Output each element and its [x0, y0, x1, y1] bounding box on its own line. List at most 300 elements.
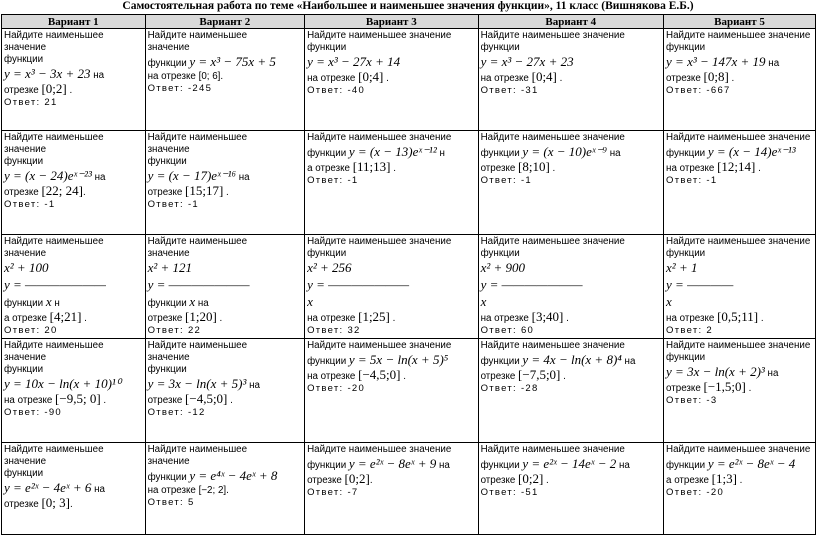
interval: [0;2]: [41, 81, 67, 96]
answer: Ответ: -90: [4, 407, 63, 418]
task-text: отрезке: [147, 313, 186, 324]
task-text: на отрезке: [307, 371, 359, 382]
task-cell: [2, 29, 146, 131]
answer-line: [307, 383, 476, 395]
task-text-suffix: .: [549, 163, 556, 174]
task-text: на отрезке: [307, 73, 359, 84]
task-text-suffix: .: [369, 475, 373, 486]
task-text-suffix: н: [51, 298, 60, 309]
formula: y = (x − 13)eˣ⁻¹²: [348, 144, 437, 159]
task-text: функции: [147, 58, 190, 69]
task-text: функции: [480, 460, 523, 471]
task-text: значение: [147, 456, 190, 467]
task-line: [481, 369, 661, 383]
page-title: Самостоятельная работа по теме «Наибольшее и наименьшее значения функции», 11 класс (Вишнякова Е.Б.): [122, 0, 694, 12]
formula: x: [480, 294, 487, 309]
task-line: [307, 132, 476, 144]
answer: Ответ: -7: [307, 487, 359, 498]
formula: x² + 900: [480, 260, 526, 275]
task-line: [148, 352, 303, 364]
formula: x² + 100: [4, 260, 49, 275]
task-line: [666, 161, 813, 175]
task-text-suffix: .: [83, 187, 86, 198]
task-text: отрезке: [666, 73, 704, 84]
answer: Ответ: -28: [480, 383, 539, 394]
task-line: [4, 185, 143, 199]
task-line: [148, 132, 303, 144]
answer: Ответ: 32: [307, 325, 361, 336]
task-text: Найдите наименьшее значение: [307, 236, 452, 247]
task-text: функции: [307, 460, 349, 471]
formula: x: [666, 294, 672, 309]
task-line: [148, 294, 303, 311]
task-line: [4, 66, 143, 83]
task-text: отрезке: [307, 475, 345, 486]
task-text: Найдите наименьшее: [147, 30, 248, 41]
task-text: значение: [4, 248, 47, 259]
task-line: [307, 71, 476, 85]
header-row: [2, 15, 816, 29]
task-line: [666, 248, 813, 260]
task-line: [307, 42, 476, 54]
answer-line: [481, 383, 661, 395]
answer-line: [666, 487, 813, 499]
task-text: Найдите наименьшее значение: [307, 132, 452, 143]
task-row: [2, 443, 816, 535]
task-text: Найдите наименьшее: [4, 30, 104, 41]
task-text: значение: [147, 144, 190, 155]
task-text: отрезке: [147, 395, 186, 406]
answer-line: [307, 325, 476, 337]
answer: Ответ: 20: [4, 325, 58, 336]
task-line: [4, 42, 143, 54]
task-line: [307, 236, 476, 248]
task-line: [666, 311, 813, 325]
formula: y = ————: [666, 277, 734, 292]
task-line: [4, 480, 143, 497]
task-text: функции: [4, 156, 44, 167]
task-line: [481, 42, 661, 54]
answer: Ответ: -40: [307, 85, 366, 96]
task-text-suffix: на: [91, 172, 106, 183]
task-cell: [305, 443, 479, 535]
task-line: [4, 393, 143, 407]
task-line: [481, 473, 661, 487]
formula: y = x³ − 27x + 23: [480, 54, 574, 69]
task-text: на отрезке [−2; 2].: [147, 485, 229, 496]
answer: Ответ: 2: [666, 325, 713, 336]
task-row: [2, 235, 816, 339]
task-text-suffix: н: [436, 148, 445, 159]
task-text: Найдите наименьшее значение: [666, 236, 811, 247]
task-text-suffix: .: [216, 313, 223, 324]
task-cell: [478, 443, 663, 535]
task-text: Найдите наименьшее значение: [480, 132, 625, 143]
task-text: Найдите наименьшее: [4, 444, 104, 455]
interval: [0;4]: [531, 69, 557, 84]
answer: Ответ: -1: [147, 199, 199, 210]
formula: y = (x − 10)eˣ⁻⁹: [522, 144, 607, 159]
task-text: значение: [147, 42, 190, 53]
task-line: [481, 277, 661, 294]
task-text-suffix: .: [66, 85, 73, 96]
formula: x: [45, 294, 52, 309]
task-line: [148, 485, 303, 497]
task-line: [666, 236, 813, 248]
task-text: Найдите наименьшее: [147, 132, 248, 143]
task-text: функции: [480, 42, 520, 53]
task-cell: [478, 339, 663, 443]
answer-line: [666, 325, 813, 337]
task-text-suffix: .: [755, 163, 761, 174]
task-line: [307, 161, 476, 175]
task-line: [4, 260, 143, 277]
formula: y = ———————: [147, 277, 250, 292]
task-cell: [2, 339, 146, 443]
formula: y = e²ˣ − 14eˣ − 2: [522, 456, 617, 471]
formula: y = e²ˣ − 4eˣ + 6: [4, 480, 92, 495]
task-line: [481, 236, 661, 248]
task-text-suffix: .: [70, 499, 73, 510]
task-text: на отрезке: [480, 73, 532, 84]
task-text-suffix: .: [383, 73, 389, 84]
task-line: [481, 444, 661, 456]
task-text: на отрезке [0; 6].: [147, 71, 224, 82]
formula: y = (x − 17)eˣ⁻¹⁶: [147, 168, 237, 183]
answer-line: [666, 85, 813, 97]
task-line: [148, 340, 303, 352]
answer-line: [307, 175, 476, 187]
task-text: функции: [147, 364, 187, 375]
task-text: отрезке: [480, 163, 519, 174]
answer-line: [148, 497, 303, 509]
task-cell: [478, 29, 663, 131]
task-line: [4, 468, 143, 480]
task-text-suffix: .: [100, 395, 107, 406]
task-text: Найдите наименьшее: [4, 132, 104, 143]
task-line: [666, 456, 813, 473]
task-line: [148, 260, 303, 277]
answer-line: [666, 395, 813, 407]
interval: [0;2]: [518, 471, 544, 486]
task-line: [307, 260, 476, 277]
task-line: [666, 132, 813, 144]
formula: y = 3x − ln(x + 5)³: [147, 376, 247, 391]
task-line: [4, 132, 143, 144]
task-cell: [305, 29, 479, 131]
answer-line: [307, 85, 476, 97]
formula: y = ———————: [480, 277, 583, 292]
task-text: функции: [4, 364, 44, 375]
variant-header: Вариант 4: [478, 15, 663, 29]
task-line: [148, 236, 303, 248]
task-cell: [664, 235, 816, 339]
task-line: [481, 30, 661, 42]
formula: y = x³ − 3x + 23: [4, 66, 91, 81]
task-text: отрезке: [4, 499, 42, 510]
task-line: [4, 144, 143, 156]
task-cell: [664, 131, 816, 235]
answer: Ответ: -20: [666, 487, 725, 498]
task-line: [481, 294, 661, 311]
task-text: значение: [147, 248, 190, 259]
formula: x² + 121: [147, 260, 193, 275]
task-line: [4, 340, 143, 352]
task-line: [4, 248, 143, 260]
task-cell: [145, 339, 305, 443]
task-row: [2, 29, 816, 131]
task-line: [307, 473, 476, 487]
task-line: [307, 248, 476, 260]
task-text: отрезке: [666, 383, 704, 394]
variant-header: Вариант 1: [2, 15, 146, 29]
task-text: на отрезке: [307, 313, 359, 324]
answer: Ответ: -1: [480, 175, 532, 186]
task-line: [481, 161, 661, 175]
task-line: [481, 144, 661, 161]
task-line: [4, 156, 143, 168]
task-line: [481, 54, 661, 71]
task-line: [148, 30, 303, 42]
task-text: функции: [666, 42, 706, 53]
task-text-suffix: на: [606, 148, 621, 159]
task-text: функции: [4, 298, 46, 309]
task-text: отрезке: [480, 475, 519, 486]
task-line: [4, 236, 143, 248]
answer: Ответ: -1: [666, 175, 718, 186]
task-line: [666, 71, 813, 85]
interval: [0,5;11]: [717, 309, 759, 324]
task-line: [666, 381, 813, 395]
task-text-suffix: .: [758, 313, 764, 324]
task-line: [148, 168, 303, 185]
task-row: [2, 339, 816, 443]
answer-line: [4, 407, 143, 419]
interval: [0;2]: [344, 471, 370, 486]
interval: [11;13]: [352, 159, 391, 174]
task-line: [307, 456, 476, 473]
interval: [−9,5; 0]: [55, 391, 101, 406]
formula: y = x³ − 147x + 19: [666, 54, 766, 69]
task-text: функции: [666, 352, 706, 363]
task-cell: [145, 131, 305, 235]
interval: [0; 3]: [41, 495, 70, 510]
task-line: [148, 54, 303, 71]
interval: [4;21]: [49, 309, 82, 324]
task-text: а отрезке: [307, 163, 353, 174]
task-line: [666, 444, 813, 456]
task-row: [2, 131, 816, 235]
task-line: [307, 30, 476, 42]
task-line: [307, 444, 476, 456]
answer-line: [148, 407, 303, 419]
task-text: функции: [480, 356, 523, 367]
task-text: функции: [147, 156, 187, 167]
task-text-suffix: .: [560, 371, 566, 382]
task-line: [666, 340, 813, 352]
answer: Ответ: -667: [666, 85, 731, 96]
task-text: функции: [666, 148, 708, 159]
task-text-suffix: на: [621, 356, 636, 367]
task-line: [4, 54, 143, 66]
task-line: [307, 311, 476, 325]
interval: [1;25]: [358, 309, 390, 324]
task-cell: [145, 235, 305, 339]
task-line: [4, 364, 143, 376]
task-text: значение: [4, 144, 47, 155]
task-text-suffix: на: [616, 460, 630, 471]
task-text-suffix: на: [195, 298, 209, 309]
task-line: [148, 364, 303, 376]
variant-header: Вариант 5: [664, 15, 816, 29]
task-line: [148, 248, 303, 260]
formula: y = 5x − ln(x + 5)⁵: [348, 352, 449, 367]
task-text: функции: [307, 148, 349, 159]
task-text: отрезке: [480, 371, 519, 382]
task-text-suffix: .: [81, 313, 87, 324]
answer-line: [481, 487, 661, 499]
task-line: [4, 444, 143, 456]
task-line: [481, 352, 661, 369]
task-cell: [305, 339, 479, 443]
interval: [−7,5;0]: [518, 367, 561, 382]
task-cell: [664, 443, 816, 535]
task-text: отрезке: [147, 187, 186, 198]
formula: y = ———————: [307, 277, 410, 292]
formula: y = 10x − ln(x + 10)¹⁰: [4, 376, 122, 391]
task-text: функции: [307, 248, 347, 259]
task-text: функции: [147, 298, 190, 309]
answer-line: [4, 199, 143, 211]
task-text: Найдите наименьшее значение: [480, 236, 625, 247]
answer: Ответ: -20: [307, 383, 366, 394]
task-text: а отрезке: [666, 475, 712, 486]
task-text-suffix: .: [736, 475, 743, 486]
formula: y = e²ˣ − 8eˣ + 9: [348, 456, 437, 471]
task-line: [4, 311, 143, 325]
task-text: Найдите наименьшее значение: [480, 30, 625, 41]
formula: y = ———————: [4, 277, 106, 292]
task-cell: [478, 235, 663, 339]
task-text: Найдите наименьшее значение: [480, 340, 625, 351]
variant-header: Вариант 3: [305, 15, 479, 29]
interval: [0;8]: [703, 69, 729, 84]
formula: y = (x − 24)eˣ⁻²³: [4, 168, 92, 183]
task-text: функции: [666, 248, 706, 259]
answer: Ответ: -245: [147, 83, 213, 94]
answer-line: [148, 199, 303, 211]
task-line: [481, 248, 661, 260]
task-cell: [145, 29, 305, 131]
interval: [−4,5;0]: [358, 367, 401, 382]
formula: x: [307, 294, 313, 309]
formula: y = x³ − 27x + 14: [307, 54, 401, 69]
task-text-suffix: .: [563, 313, 569, 324]
answer-line: [148, 83, 303, 95]
formula: y = x³ − 75x + 5: [189, 54, 276, 69]
task-cell: [145, 443, 305, 535]
task-line: [666, 30, 813, 42]
task-text-suffix: на: [765, 58, 780, 69]
formula: x² + 256: [307, 260, 352, 275]
task-text-suffix: на: [246, 380, 260, 391]
task-line: [4, 277, 143, 294]
task-line: [481, 456, 661, 473]
formula: y = (x − 14)eˣ⁻¹³: [707, 144, 796, 159]
task-cell: [2, 131, 146, 235]
formula: x² + 1: [666, 260, 698, 275]
task-text-suffix: на: [436, 460, 450, 471]
task-text: Найдите наименьшее: [4, 340, 104, 351]
task-text-suffix: .: [400, 371, 406, 382]
task-line: [148, 42, 303, 54]
task-cell: [664, 29, 816, 131]
task-text-suffix: .: [728, 73, 735, 84]
task-text: Найдите наименьшее значение: [307, 340, 452, 351]
variant-header: Вариант 2: [145, 15, 305, 29]
task-text: на отрезке: [666, 163, 718, 174]
task-line: [481, 132, 661, 144]
formula: x: [189, 294, 196, 309]
task-line: [148, 444, 303, 456]
task-line: [148, 185, 303, 199]
task-line: [307, 294, 476, 311]
task-text: отрезке: [4, 85, 42, 96]
interval: [1;20]: [185, 309, 217, 324]
task-text: функции: [666, 460, 708, 471]
task-line: [666, 260, 813, 277]
task-line: [666, 352, 813, 364]
task-text-suffix: .: [745, 383, 752, 394]
interval: [1;3]: [711, 471, 737, 486]
task-text-suffix: .: [543, 475, 549, 486]
task-cell: [305, 235, 479, 339]
task-text-suffix: на: [90, 70, 105, 81]
variants-table: [1, 14, 816, 535]
task-text: функции: [307, 356, 349, 367]
interval: [0;4]: [358, 69, 384, 84]
task-text: Найдите наименьшее значение: [666, 444, 811, 455]
task-text-suffix: на: [764, 368, 779, 379]
task-line: [666, 473, 813, 487]
task-line: [148, 393, 303, 407]
task-line: [481, 311, 661, 325]
task-cell: [305, 131, 479, 235]
task-text: значение: [147, 352, 190, 363]
interval: [8;10]: [518, 159, 550, 174]
task-text: Найдите наименьшее значение: [480, 444, 625, 455]
task-text-suffix: на: [91, 484, 105, 495]
task-text: значение: [4, 456, 47, 467]
task-line: [148, 156, 303, 168]
answer: Ответ: -51: [480, 487, 539, 498]
task-text: Найдите наименьшее значение: [307, 30, 452, 41]
answer: Ответ: -12: [147, 407, 206, 418]
task-cell: [664, 339, 816, 443]
task-text: отрезке: [4, 187, 42, 198]
task-text: значение: [4, 352, 47, 363]
answer: Ответ: -3: [666, 395, 718, 406]
task-text: функции: [4, 54, 44, 65]
answer-line: [481, 85, 661, 97]
task-text-suffix: .: [389, 313, 396, 324]
task-text: функции: [307, 42, 347, 53]
answer-line: [307, 487, 476, 499]
task-text: функции: [480, 148, 523, 159]
task-text-suffix: .: [223, 187, 229, 198]
task-line: [307, 340, 476, 352]
answer: Ответ: 21: [4, 97, 58, 108]
